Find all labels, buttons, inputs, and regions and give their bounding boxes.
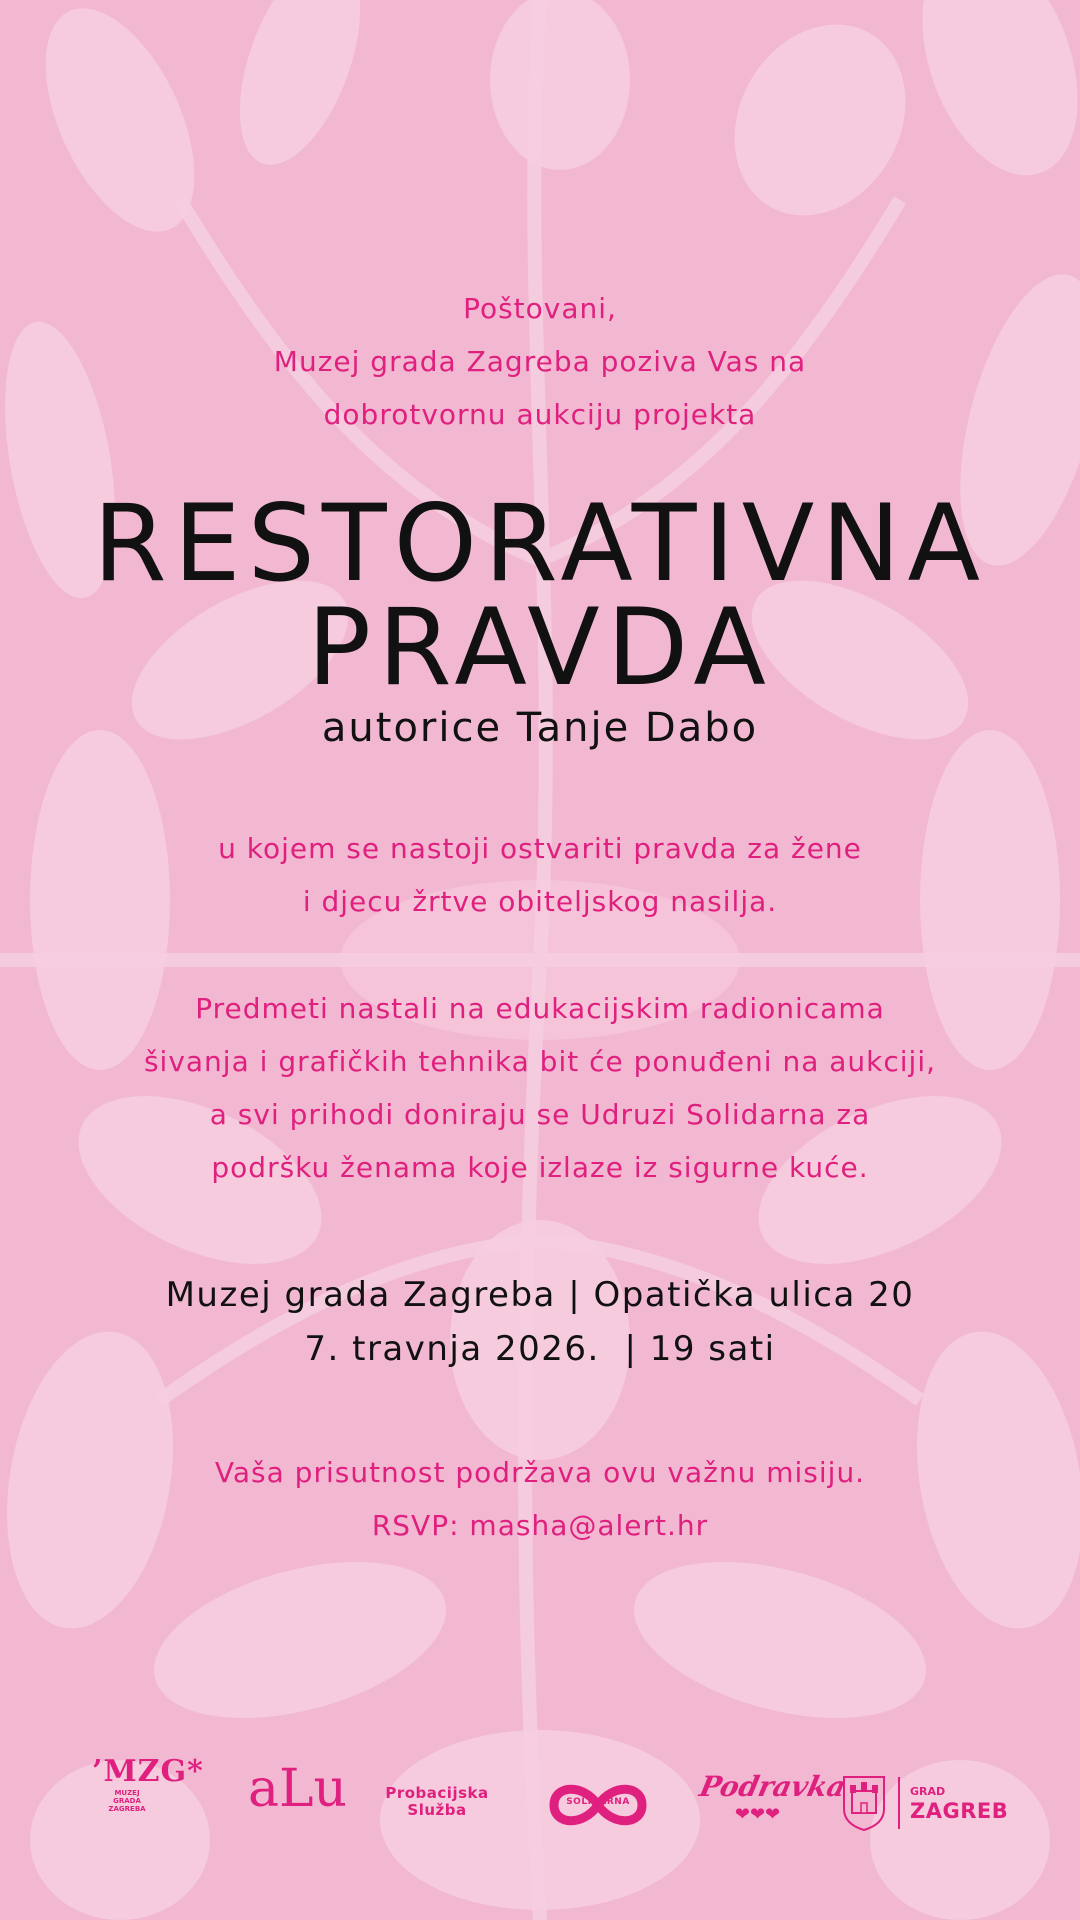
details-line: a svi prihodi doniraju se Udruzi Solidarna za	[209, 1098, 871, 1131]
alu-logo: aLu	[248, 1759, 348, 1819]
mgz-logo-text	[92, 1789, 162, 1813]
mgz-text-line: GRADA	[113, 1797, 141, 1805]
zagreb-text: ZAGREB	[910, 1799, 1009, 1823]
probacijska-line: Služba	[407, 1801, 467, 1819]
probacijska-line: Probacijska	[385, 1784, 489, 1802]
podravka-hearts-icon: ❤❤❤	[734, 1804, 781, 1825]
details-paragraph	[0, 982, 1080, 1194]
purpose-line: i djecu žrtve obiteljskog nasilja.	[302, 885, 778, 918]
mgz-text-line: ZAGREBA	[108, 1805, 146, 1813]
muzej-grada-zagreba-logo	[92, 1754, 204, 1849]
greeting-line: Poštovani,	[463, 292, 617, 325]
title-line-2: PRAVDA	[307, 586, 773, 709]
purpose-paragraph	[0, 822, 1080, 928]
zagreb-logo-divider	[898, 1777, 900, 1829]
details-line: podršku ženama koje izlaze iz sigurne kuće.	[211, 1151, 869, 1184]
solidarna-text: SOLIDARNA	[566, 1797, 630, 1807]
project-title	[0, 482, 1080, 709]
details-line: šivanja i grafičkih tehnika bit će ponuđeni na aukciji,	[143, 1045, 937, 1078]
closing-block	[0, 1446, 1080, 1552]
solidarna-logo	[548, 1775, 648, 1835]
grad-zagreb-logo	[842, 1775, 1009, 1835]
greeting-block	[0, 282, 1080, 441]
podravka-logo	[696, 1770, 849, 1841]
zagreb-crest-icon	[842, 1775, 886, 1831]
details-line: Predmeti nastali na edukacijskim radionicama	[195, 992, 885, 1025]
invitation-line: dobrotvornu aukciju projekta	[323, 398, 757, 431]
probacijska-sluzba-logo	[372, 1785, 502, 1819]
grad-text: GRAD	[910, 1785, 946, 1798]
purpose-line: u kojem se nastoji ostvariti pravda za žene	[218, 832, 862, 865]
venue-address: Muzej grada Zagreba | Opatička ulica 20	[165, 1275, 915, 1315]
venue-block	[0, 1268, 1080, 1376]
support-line: Vaša prisutnost podržava ovu važnu misiju.	[214, 1456, 866, 1489]
author-line: autorice Tanje Dabo	[321, 705, 759, 751]
event-date-time: 7. travnja 2026. | 19 sati	[304, 1329, 776, 1369]
mgz-text-line: MUZEJ	[114, 1789, 140, 1797]
invitation-line: Muzej grada Zagreba poziva Vas na	[273, 345, 807, 378]
rsvp-link[interactable]: RSVP: masha@alert.hr	[371, 1509, 709, 1542]
podravka-wordmark: Podravka	[696, 1770, 849, 1803]
title-line-1: RESTORATIVNA	[92, 482, 988, 605]
partner-logos	[0, 1755, 1080, 1855]
mgz-logo-mark: ’MZG*	[92, 1754, 204, 1789]
